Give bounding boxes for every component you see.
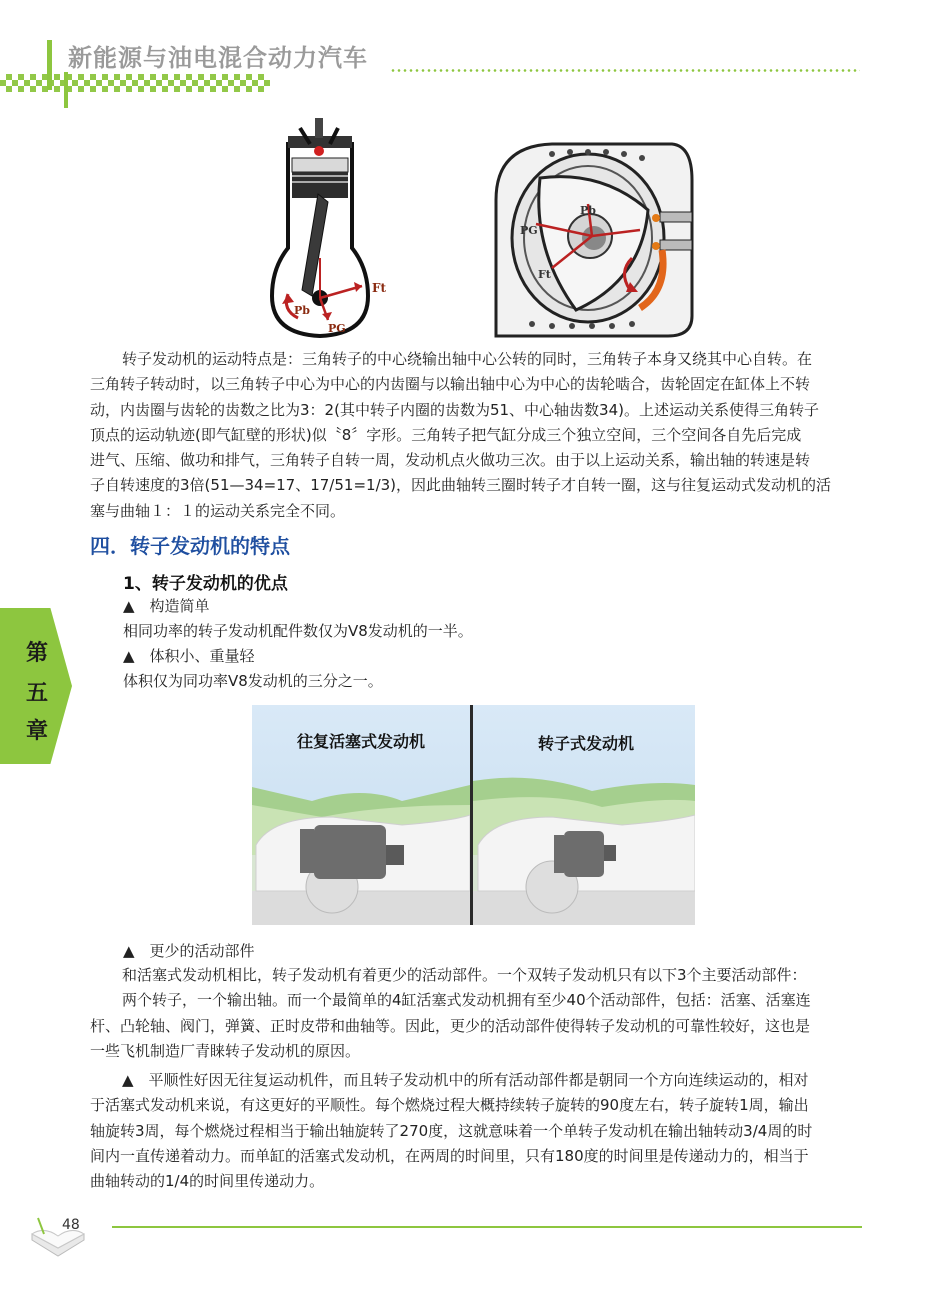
text-line: 曲轴转动的1/4的时间里传递动力。 [90, 1172, 325, 1191]
item-title: ▲ 更少的活动部件 [123, 942, 255, 960]
text-line: 一些飞机制造厂青睐转子发动机的原因。 [90, 1041, 361, 1060]
text-line: 间内一直传递着动力。而单缸的活塞式发动机，在两周的时间里，只有180度的时间里是传递动力的，相当于 [90, 1146, 809, 1165]
text-line: 和活塞式发动机相比，转子发动机有着更少的活动部件。一个双转子发动机只有以下3个主要活动部件： [122, 966, 807, 984]
text-line: ▲ 平顺性好因无往复运动机件，而且转子发动机中的所有活动部件都是朝同一个方向连续运动的，相对 [122, 1071, 809, 1089]
rotary-engine-diagram [492, 140, 698, 340]
header-checker-pattern [0, 74, 270, 92]
piston-engine-diagram [268, 118, 398, 340]
chapter-tab-char: 章 [25, 719, 48, 744]
text-line: 三角转子转动时，以三角转子中心为中心的内齿圈与以输出轴中心为中心的齿轮啮合，齿轮固定在缸体上不转 [90, 375, 811, 394]
header-dotted-line [390, 69, 860, 72]
intro-paragraph [90, 347, 860, 524]
text-line: 于活塞式发动机来说，有这更好的平顺性。每个燃烧过程大概持续转子旋转的90度左右，转子旋转1周，输出 [90, 1096, 809, 1115]
label-pg: PG [520, 224, 538, 237]
text-line: 子自转速度的3倍(51—34=17、17/51=1/3)，因此曲轴转三圈时转子才自转一圈，这与往复运动式发动机的活 [90, 476, 832, 495]
text-line: 塞与曲轴１：１的运动关系完全不同。 [90, 501, 346, 520]
sub-heading: 1、转子发动机的优点 [123, 574, 288, 594]
text-line: 顶点的运动轨迹(即气缸壁的形状)似〝8〞字形。三角转子把气缸分成三个独立空间，三个空间各自先后完成 [90, 425, 802, 444]
text-line: 进气、压缩、做功和排气，三角转子自转一周，发动机点火做功三次。由于以上运动关系，输出轴的转速是转 [90, 451, 811, 470]
item-title: ▲ 体积小、重量轻 [123, 647, 255, 665]
engine-comparison-figure [252, 705, 695, 925]
label-pb: Pb [294, 304, 310, 317]
text-line: 杆、凸轮轴、阀门，弹簧、正时皮带和曲轴等。因此，更少的活动部件使得转子发动机的可靠性较好，这也是 [90, 1016, 811, 1035]
footer-line [112, 1226, 862, 1228]
label-ft: Ft [538, 268, 551, 281]
comparison-label-piston: 往复活塞式发动机 [296, 732, 426, 751]
header-title: 新能源与油电混合动力汽车 [68, 44, 368, 72]
item3-paragraph [90, 963, 860, 1064]
item-title: ▲ 构造简单 [123, 597, 210, 615]
chapter-tab-char: 五 [25, 681, 48, 706]
page-number: 48 [62, 1217, 80, 1233]
section-heading: 四．转子发动机的特点 [90, 534, 290, 558]
text-line: 轴旋转3周，每个燃烧过程相当于输出轴旋转了270度，这就意味着一个单转子发动机在输出轴转动3/4周的时 [90, 1121, 813, 1140]
comparison-label-rotary: 转子式发动机 [537, 734, 635, 753]
text-line: 两个转子，一个输出轴。而一个最简单的4缸活塞式发动机拥有至少40个活动部件，包括：活塞、活塞连 [122, 991, 811, 1010]
chapter-tab-char: 第 [25, 641, 48, 666]
label-pg: PG [328, 322, 346, 335]
item-text: 相同功率的转子发动机配件数仅为V8发动机的一半。 [123, 622, 473, 640]
text-line: 动，内齿圈与齿轮的齿数之比为3：2(其中转子内圈的齿数为51、中心轴齿数34)。上述运动关系使得三角转子 [90, 400, 819, 419]
item-text: 体积仅为同功率V8发动机的三分之一。 [123, 672, 383, 690]
label-ft: Ft [372, 281, 387, 295]
text-line: 转子发动机的运动特点是：三角转子的中心绕输出轴中心公转的同时，三角转子本身又绕其中心自转。在 [122, 350, 813, 368]
item4-paragraph [90, 1068, 860, 1194]
label-pb: Pb [580, 204, 596, 217]
